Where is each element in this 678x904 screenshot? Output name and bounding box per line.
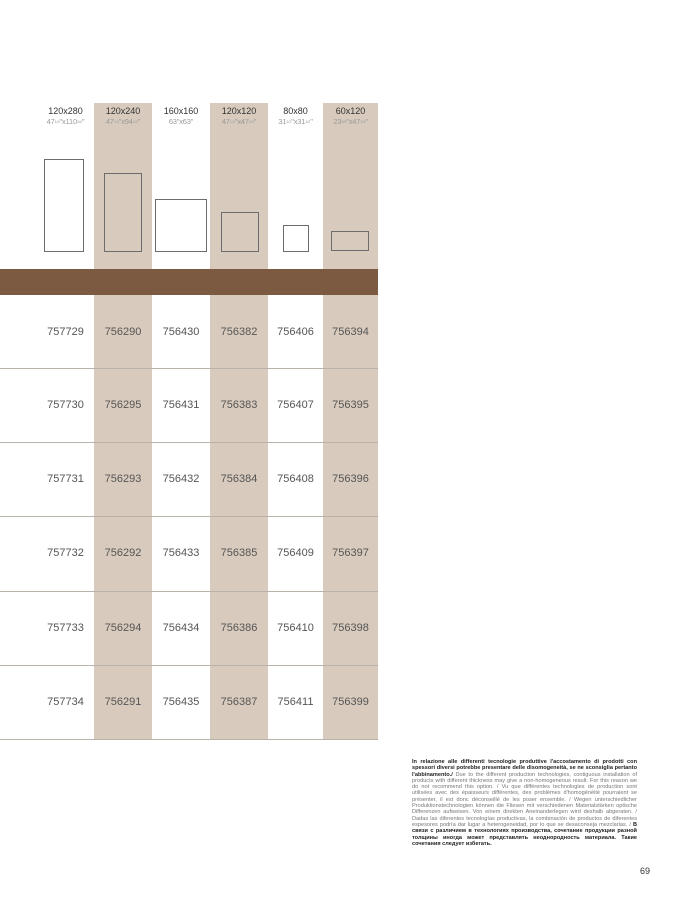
product-code: 757734 <box>47 696 84 708</box>
product-code: 756292 <box>104 547 142 559</box>
product-code: 756295 <box>104 399 142 411</box>
product-code: 756431 <box>162 399 200 411</box>
note-russian: В связи с различием в технологиях производства, сочетание продукции разной толщины иногда может представлять неоднородность материала. Такие сочетания следует избегать. <box>412 821 637 847</box>
size-header <box>95 106 152 127</box>
product-code: 756398 <box>332 622 369 634</box>
size-header <box>322 106 379 127</box>
product-code: 757731 <box>47 473 84 485</box>
size-cm: 120x120 <box>221 106 257 116</box>
size-inches: $47^{1/4}"x94^{1/2}$" <box>105 117 141 126</box>
product-code: 756294 <box>104 622 142 634</box>
tile-shape-120x240 <box>104 173 142 252</box>
product-code: 756382 <box>220 326 258 338</box>
tile-shape-160x160 <box>155 199 207 252</box>
row-divider <box>0 516 378 517</box>
row-divider <box>0 591 378 592</box>
product-code: 756407 <box>277 399 314 411</box>
product-code: 757732 <box>47 547 84 559</box>
size-header <box>267 106 324 127</box>
size-cm: 160x160 <box>163 106 199 116</box>
product-code: 756385 <box>220 547 258 559</box>
product-code: 756408 <box>277 473 314 485</box>
product-code: 756430 <box>162 326 200 338</box>
row-divider <box>0 368 378 369</box>
product-code: 756394 <box>332 326 369 338</box>
product-code: 757730 <box>47 399 84 411</box>
product-code: 756432 <box>162 473 200 485</box>
size-cm: 120x280 <box>48 106 83 116</box>
thickness-note <box>412 759 637 847</box>
note-translations: Due to the different production technologies, contiguous installation of products with different thickness may give a non-homogeneous result. For this reason we do not recommend this option. / Vu que différentes technologies de production sont utilisées avec des épaisseurs différentes, des problèmes d'homogénéité pourraient se présenter, il est donc déconseillé de les poser ensemble. / Wegen unterschiedlicher Produktionstechnologien können die Fliesen mit verschiedenen Materialstärken optische Differenzen aufweisen. Von einem direkten Aneinanderlegen wird deshalb abgeraten. / Dadas las diferentes tecnologías productivas, la combinación de productos de diferentes espesores podría dar lugar a heterogeneidad, por lo que se desaconseja mezclarlas. / <box>412 771 637 828</box>
column-shade <box>323 103 378 740</box>
tile-shape-60x120 <box>331 231 369 251</box>
tile-shape-120x120 <box>221 212 259 252</box>
product-code: 756293 <box>104 473 142 485</box>
product-code: 756383 <box>220 399 258 411</box>
product-code: 756411 <box>277 696 314 708</box>
product-code: 756397 <box>332 547 369 559</box>
tile-shape-80x80 <box>283 225 309 252</box>
product-code: 756290 <box>104 326 142 338</box>
product-code: 756395 <box>332 399 369 411</box>
row-divider <box>0 739 378 740</box>
product-code: 756396 <box>332 473 369 485</box>
size-inches: $47^{1/4}"x110^{1/4}$" <box>46 117 85 126</box>
product-code: 756434 <box>162 622 200 634</box>
size-cm: 60x120 <box>335 106 366 116</box>
color-band <box>0 269 378 295</box>
product-code: 756384 <box>220 473 258 485</box>
row-divider <box>0 442 378 443</box>
product-code: 756399 <box>332 696 369 708</box>
product-code: 756387 <box>220 696 258 708</box>
size-cm: 120x240 <box>105 106 141 116</box>
row-divider <box>0 665 378 666</box>
size-header <box>211 106 268 127</box>
size-inches: $31^{1/2}"x31^{1/2}$" <box>278 117 313 126</box>
product-code: 756406 <box>277 326 314 338</box>
product-code: 756386 <box>220 622 258 634</box>
product-code: 756433 <box>162 547 200 559</box>
page-number: 69 <box>640 866 651 876</box>
size-header <box>37 106 94 127</box>
column-shade <box>210 103 268 740</box>
product-code: 756291 <box>104 696 142 708</box>
product-code: 756409 <box>277 547 314 559</box>
size-header <box>153 106 210 127</box>
size-inches: 63"x63" <box>168 117 194 126</box>
size-inches: $47^{1/4}"x47^{1/4}$" <box>221 117 257 126</box>
product-code: 757733 <box>47 622 84 634</box>
tile-shape-120x280 <box>44 159 84 252</box>
product-code: 756410 <box>277 622 314 634</box>
product-code: 757729 <box>47 326 84 338</box>
note-italian: In relazione alle differenti tecnologie produttive l'accostamento di prodotti con spessori diversi potrebbe presentare delle disomogeneità, se ne sconsiglia pertanto l'abbinamento./ <box>412 759 637 778</box>
size-cm: 80x80 <box>283 106 308 116</box>
size-inches: $23^{5/8}"x47^{1/4}$" <box>333 117 368 126</box>
product-code: 756435 <box>162 696 200 708</box>
